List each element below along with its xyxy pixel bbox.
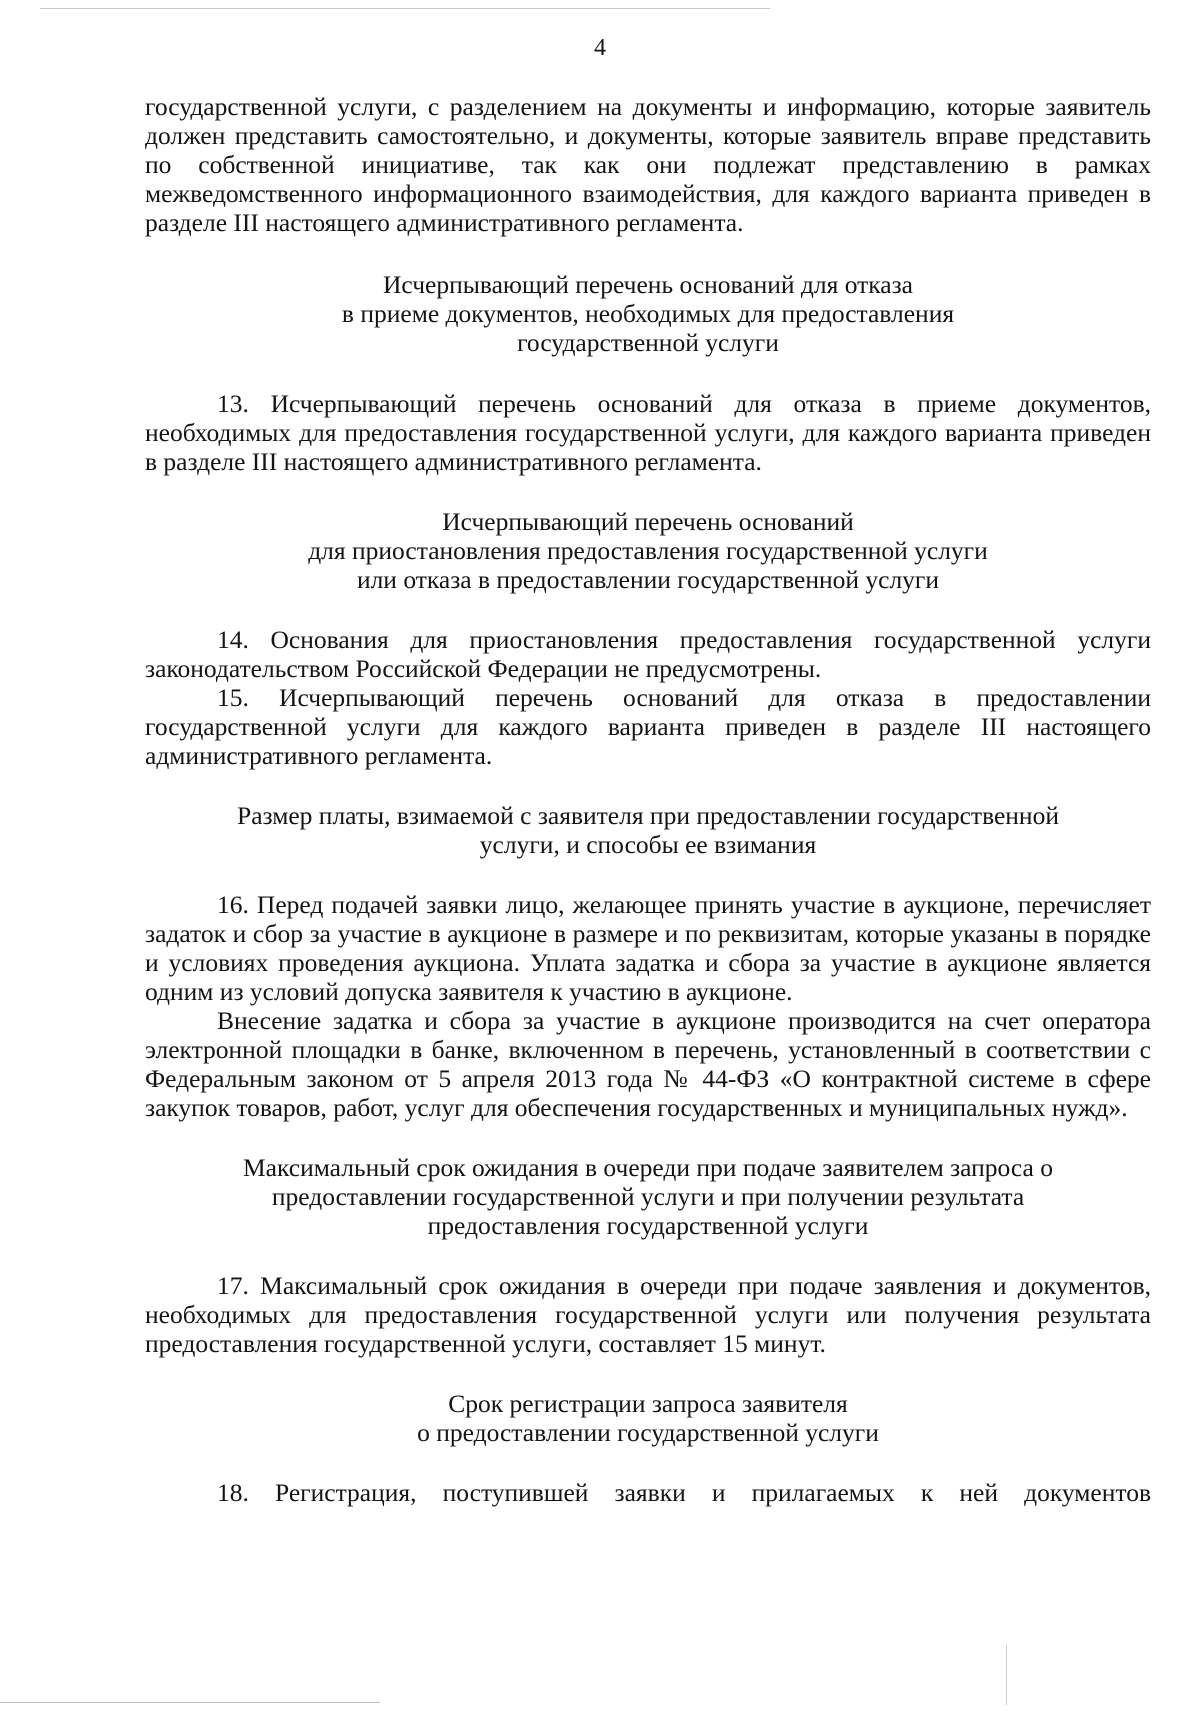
paragraph-15: 15. Исчерпывающий перечень оснований для отказа в предоставлении государственной услуги для каждого варианта приведен в разделе III настоящего административного регламента. — [145, 683, 1151, 770]
heading-line: предоставления государственной услуги — [427, 1211, 869, 1240]
heading-line: Исчерпывающий перечень оснований для отказа — [383, 270, 913, 299]
paragraph-18: 18. Регистрация, поступившей заявки и прилагаемых к ней документов — [217, 1478, 1151, 1507]
paragraph-16-deposit: Внесение задатка и сбора за участие в аукционе производится на счет оператора электронной площадки в банке, включенном в перечень, установленный в соответствии с Федеральным законом от 5 апреля 2013 года № 44-ФЗ «О контрактной системе в сфере закупок товаров, работ, услуг для обеспечения государственных и муниципальных нужд». — [145, 1006, 1151, 1122]
paragraph-16: 16. Перед подачей заявки лицо, желающее принять участие в аукционе, перечисляет задаток и сбор за участие в аукционе в размере и по реквизитам, которые указаны в порядке и условиях проведения аукциона. Уплата задатка и сбора за участие в аукционе является одним из условий допуска заявителя к участию в аукционе. — [145, 890, 1151, 1006]
heading-line: Срок регистрации запроса заявителя — [448, 1389, 848, 1418]
heading-line: Максимальный срок ожидания в очереди при подаче заявителем запроса о — [243, 1153, 1053, 1182]
heading-suspension-refusal — [145, 507, 1151, 594]
heading-queue-time — [145, 1153, 1151, 1240]
paragraph-13: 13. Исчерпывающий перечень оснований для отказа в приеме документов, необходимых для предоставления государственной услуги, для каждого варианта приведен в разделе III настоящего административного регламента. — [145, 389, 1151, 476]
paragraph-14: 14. Основания для приостановления предоставления государственной услуги законодательством Российской Федерации не предусмотрены. — [145, 625, 1151, 683]
heading-line: предоставлении государственной услуги и при получении результата — [271, 1182, 1025, 1211]
heading-line: для приостановления предоставления государственной услуги — [308, 536, 988, 565]
paragraph-intro: государственной услуги, с разделением на документы и информацию, которые заявитель должен представить самостоятельно, и документы, которые заявитель вправе представить по собственной инициативе, так как они подлежат представлению в рамках межведомственного информационного взаимодействия, для каждого варианта приведен в разделе III настоящего административного регламента. — [145, 92, 1151, 237]
heading-line: о предоставлении государственной услуги — [417, 1418, 879, 1447]
heading-registration-term — [145, 1389, 1151, 1447]
heading-line: услуги, и способы ее взимания — [479, 830, 817, 859]
document-body — [145, 92, 1151, 1507]
heading-line: или отказа в предоставлении государственной услуги — [356, 565, 940, 594]
heading-fee — [145, 801, 1151, 859]
heading-line: в приеме документов, необходимых для предоставления — [341, 299, 955, 328]
scan-edge-top — [40, 8, 770, 9]
scan-edge-right — [1006, 1645, 1007, 1705]
page-number: 4 — [594, 35, 606, 61]
heading-line: государственной услуги — [517, 328, 779, 357]
heading-line: Размер платы, взимаемой с заявителя при предоставлении государственной — [237, 801, 1059, 830]
paragraph-17: 17. Максимальный срок ожидания в очереди при подаче заявления и документов, необходимых для предоставления государственной услуги или получения результата предоставления государственной услуги, составляет 15 минут. — [145, 1271, 1151, 1358]
heading-line: Исчерпывающий перечень оснований — [442, 507, 854, 536]
heading-refusal-acceptance — [145, 270, 1151, 357]
scan-edge-bottom — [0, 1702, 380, 1703]
